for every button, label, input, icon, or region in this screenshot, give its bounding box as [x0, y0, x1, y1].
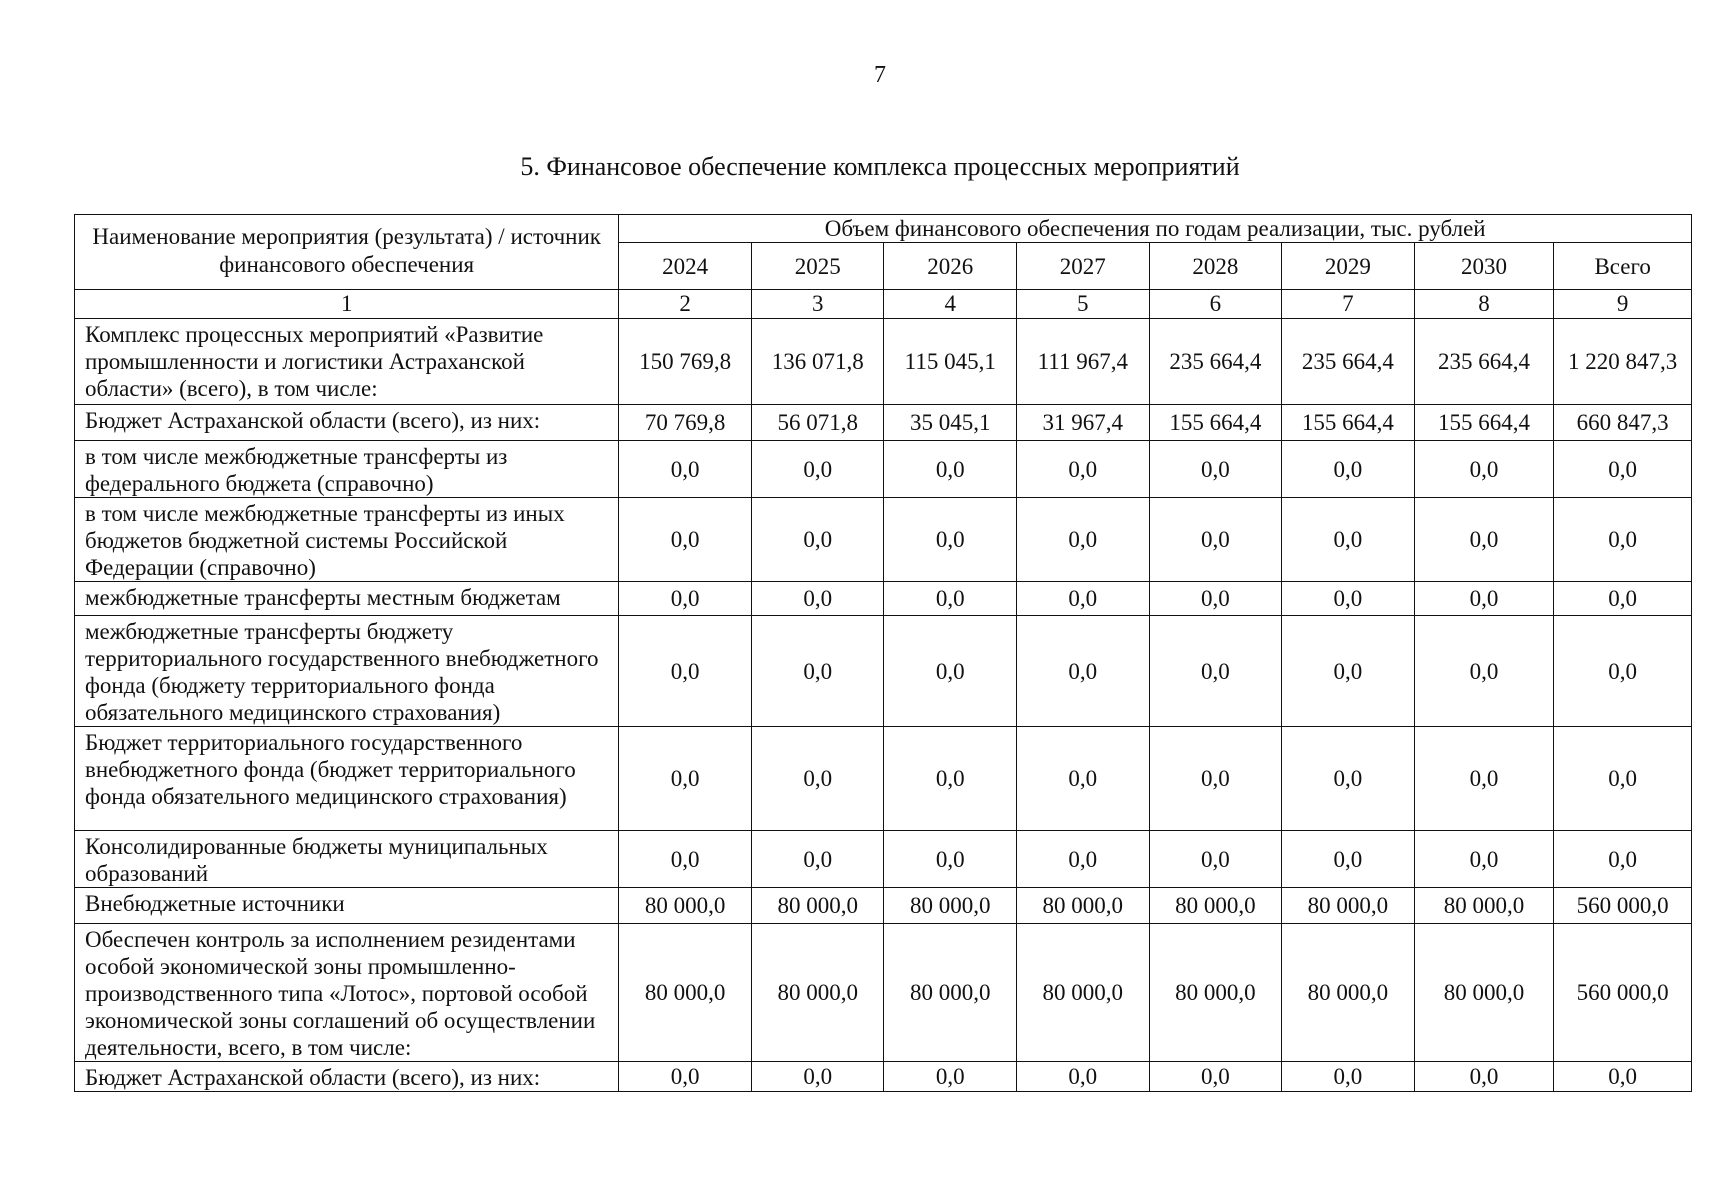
value-cell: 31 967,4	[1017, 405, 1150, 441]
value-cell: 0,0	[884, 498, 1017, 582]
value-cell: 80 000,0	[1149, 924, 1282, 1062]
year-header: 2029	[1282, 243, 1415, 290]
total-cell: 0,0	[1554, 498, 1692, 582]
value-cell: 80 000,0	[1414, 888, 1554, 924]
value-cell: 0,0	[619, 616, 752, 727]
value-cell: 0,0	[1017, 616, 1150, 727]
value-cell: 0,0	[1017, 498, 1150, 582]
value-cell: 80 000,0	[884, 924, 1017, 1062]
value-cell: 0,0	[751, 727, 884, 831]
value-cell: 155 664,4	[1414, 405, 1554, 441]
column-number: 9	[1554, 290, 1692, 319]
value-cell: 0,0	[1149, 498, 1282, 582]
value-cell: 111 967,4	[1017, 319, 1150, 405]
financing-table	[74, 214, 1692, 1092]
value-cell: 0,0	[884, 582, 1017, 616]
value-cell: 80 000,0	[751, 924, 884, 1062]
value-cell: 0,0	[1414, 498, 1554, 582]
value-cell: 0,0	[884, 441, 1017, 498]
value-cell: 0,0	[1017, 727, 1150, 831]
value-cell: 150 769,8	[619, 319, 752, 405]
value-cell: 235 664,4	[1149, 319, 1282, 405]
total-header: Всего	[1554, 243, 1692, 290]
value-cell: 0,0	[751, 616, 884, 727]
value-cell: 80 000,0	[1282, 888, 1415, 924]
table-row	[75, 441, 1692, 498]
row-label: Комплекс процессных мероприятий «Развитие промышленности и логистики Астраханской области» (всего), в том числе:	[75, 319, 619, 405]
value-cell: 0,0	[1282, 441, 1415, 498]
value-cell: 0,0	[1149, 582, 1282, 616]
value-cell: 0,0	[619, 727, 752, 831]
table-row	[75, 616, 1692, 727]
value-cell: 0,0	[619, 441, 752, 498]
section-title: 5. Финансовое обеспечение комплекса процессных мероприятий	[520, 152, 1240, 181]
value-cell: 0,0	[751, 1062, 884, 1092]
table-row	[75, 888, 1692, 924]
total-cell: 560 000,0	[1554, 888, 1692, 924]
total-cell: 560 000,0	[1554, 924, 1692, 1062]
value-cell: 0,0	[1149, 727, 1282, 831]
value-cell: 0,0	[1414, 1062, 1554, 1092]
value-cell: 0,0	[884, 831, 1017, 888]
table-row	[75, 831, 1692, 888]
year-header: 2028	[1149, 243, 1282, 290]
value-cell: 80 000,0	[1017, 888, 1150, 924]
value-cell: 35 045,1	[884, 405, 1017, 441]
total-cell: 0,0	[1554, 727, 1692, 831]
value-cell: 0,0	[884, 1062, 1017, 1092]
value-cell: 155 664,4	[1149, 405, 1282, 441]
value-cell: 0,0	[1149, 831, 1282, 888]
year-header: 2030	[1414, 243, 1554, 290]
value-cell: 0,0	[619, 582, 752, 616]
name-column-header: Наименование мероприятия (результата) / источник финансового обеспечения	[75, 215, 619, 290]
table-row	[75, 498, 1692, 582]
value-cell: 0,0	[1414, 727, 1554, 831]
table-body	[75, 319, 1692, 1092]
table-row	[75, 727, 1692, 831]
year-header: 2024	[619, 243, 752, 290]
row-label: Консолидированные бюджеты муниципальных образований	[75, 831, 619, 888]
value-cell: 0,0	[1149, 1062, 1282, 1092]
year-header: 2025	[751, 243, 884, 290]
value-cell: 80 000,0	[751, 888, 884, 924]
value-cell: 0,0	[884, 727, 1017, 831]
value-cell: 0,0	[1282, 582, 1415, 616]
value-cell: 80 000,0	[1149, 888, 1282, 924]
value-cell: 0,0	[1414, 441, 1554, 498]
value-cell: 0,0	[1282, 616, 1415, 727]
row-label: Бюджет Астраханской области (всего), из них:	[75, 405, 619, 441]
column-number: 3	[751, 290, 884, 319]
page-number: 7	[874, 62, 886, 88]
total-cell: 0,0	[1554, 1062, 1692, 1092]
value-cell: 0,0	[884, 616, 1017, 727]
value-cell: 80 000,0	[1017, 924, 1150, 1062]
value-cell: 56 071,8	[751, 405, 884, 441]
value-cell: 0,0	[1282, 831, 1415, 888]
value-cell: 0,0	[1017, 582, 1150, 616]
header-row-group	[75, 215, 1692, 243]
value-cell: 0,0	[1414, 582, 1554, 616]
row-label: межбюджетные трансферты местным бюджетам	[75, 582, 619, 616]
column-number: 4	[884, 290, 1017, 319]
funding-group-header: Объем финансового обеспечения по годам реализации, тыс. рублей	[619, 215, 1692, 243]
table-row	[75, 405, 1692, 441]
value-cell: 80 000,0	[1282, 924, 1415, 1062]
row-label: в том числе межбюджетные трансферты из иных бюджетов бюджетной системы Российской Федерации (справочно)	[75, 498, 619, 582]
table-row	[75, 1062, 1692, 1092]
total-cell: 0,0	[1554, 831, 1692, 888]
value-cell: 0,0	[1017, 1062, 1150, 1092]
value-cell: 0,0	[751, 441, 884, 498]
value-cell: 80 000,0	[1414, 924, 1554, 1062]
column-number: 8	[1414, 290, 1554, 319]
column-number: 1	[75, 290, 619, 319]
value-cell: 80 000,0	[884, 888, 1017, 924]
row-label: в том числе межбюджетные трансферты из федерального бюджета (справочно)	[75, 441, 619, 498]
total-cell: 0,0	[1554, 616, 1692, 727]
value-cell: 0,0	[1282, 727, 1415, 831]
value-cell: 80 000,0	[619, 924, 752, 1062]
value-cell: 235 664,4	[1282, 319, 1415, 405]
value-cell: 0,0	[619, 1062, 752, 1092]
table-row	[75, 582, 1692, 616]
value-cell: 0,0	[619, 831, 752, 888]
value-cell: 0,0	[751, 831, 884, 888]
value-cell: 155 664,4	[1282, 405, 1415, 441]
value-cell: 0,0	[1017, 831, 1150, 888]
row-label: Обеспечен контроль за исполнением резидентами особой экономической зоны промышленно-производственного типа «Лотос», портовой особой экономической зоны соглашений об осуществлении деятельности, всего, в том числе:	[75, 924, 619, 1062]
value-cell: 0,0	[1414, 616, 1554, 727]
column-number: 5	[1017, 290, 1150, 319]
value-cell: 115 045,1	[884, 319, 1017, 405]
total-cell: 660 847,3	[1554, 405, 1692, 441]
total-cell: 0,0	[1554, 582, 1692, 616]
column-number-row	[75, 290, 1692, 319]
value-cell: 80 000,0	[619, 888, 752, 924]
row-label: Внебюджетные источники	[75, 888, 619, 924]
column-number: 6	[1149, 290, 1282, 319]
value-cell: 0,0	[1282, 498, 1415, 582]
value-cell: 235 664,4	[1414, 319, 1554, 405]
value-cell: 136 071,8	[751, 319, 884, 405]
row-label: межбюджетные трансферты бюджету территориального государственного внебюджетного фонда (бюджету территориального фонда обязательного медицинского страхования)	[75, 616, 619, 727]
value-cell: 0,0	[1149, 441, 1282, 498]
row-label: Бюджет территориального государственного внебюджетного фонда (бюджет территориального фонда обязательного медицинского страхования)	[75, 727, 619, 831]
table-row	[75, 924, 1692, 1062]
value-cell: 0,0	[751, 498, 884, 582]
year-header: 2027	[1017, 243, 1150, 290]
value-cell: 0,0	[1149, 616, 1282, 727]
column-number: 7	[1282, 290, 1415, 319]
value-cell: 0,0	[619, 498, 752, 582]
row-label: Бюджет Астраханской области (всего), из них:	[75, 1062, 619, 1092]
value-cell: 0,0	[1017, 441, 1150, 498]
value-cell: 0,0	[1282, 1062, 1415, 1092]
year-header: 2026	[884, 243, 1017, 290]
total-cell: 1 220 847,3	[1554, 319, 1692, 405]
column-number: 2	[619, 290, 752, 319]
value-cell: 70 769,8	[619, 405, 752, 441]
table-row	[75, 319, 1692, 405]
value-cell: 0,0	[751, 582, 884, 616]
value-cell: 0,0	[1414, 831, 1554, 888]
total-cell: 0,0	[1554, 441, 1692, 498]
